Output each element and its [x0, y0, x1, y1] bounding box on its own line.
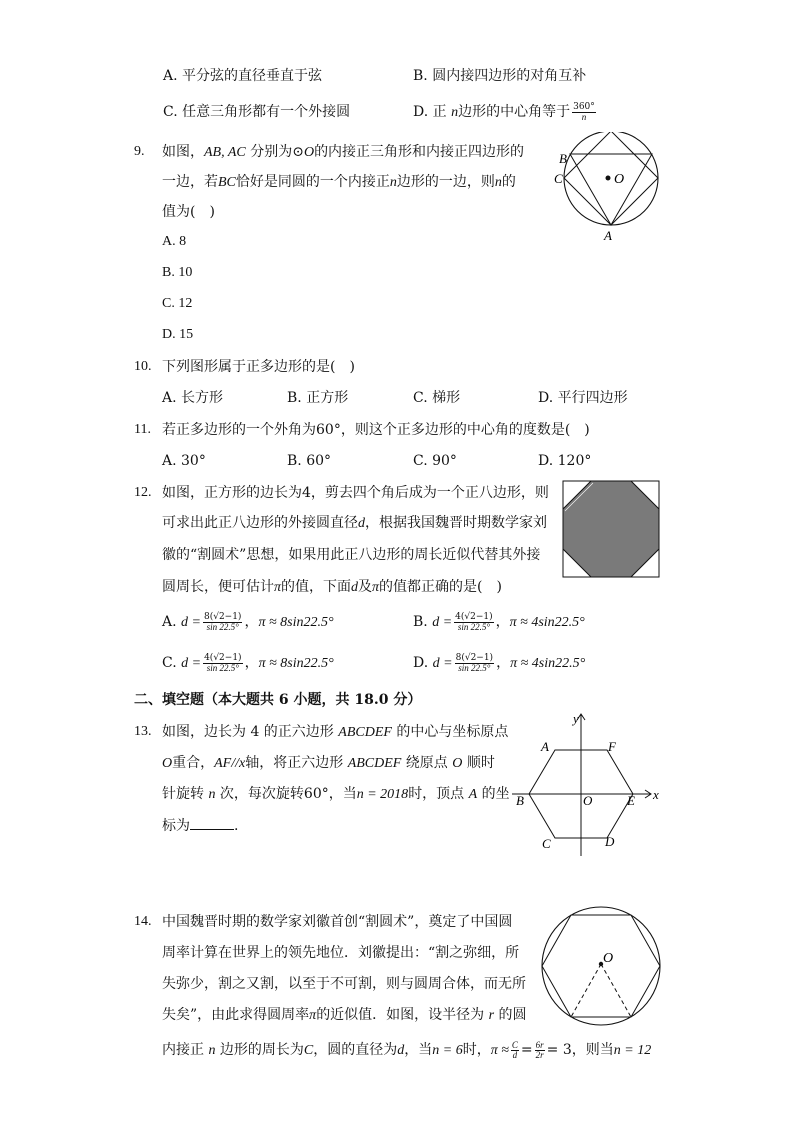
q14-line-4: 失矣”，由此求得圆周率π的近似值．如图，设半径为 r 的圆: [162, 1007, 527, 1023]
q9-figure: [550, 132, 670, 244]
q12-option-d: D. d = $\frac{8(√2-1)}{\sin 22.5^\circ}$ ，π ≈ 4sin22.5°: [413, 652, 586, 673]
q9-label-c: C: [554, 171, 563, 186]
section-title: 二、填空题（本大题共 6 小题，共 18.0 分）: [134, 692, 422, 708]
q10-option-b: B. 正方形: [287, 390, 349, 406]
q9-circle: [564, 132, 658, 225]
q11-number: 11.: [134, 422, 151, 437]
q14-radius-left: [571, 964, 601, 1017]
q12-line-1: 如图，正方形的边长为4，剪去四个角后成为一个正八边形，则: [162, 485, 549, 501]
q13-label-e: E: [627, 793, 635, 808]
q13-line-2: O重合，AF//x轴，将正六边形 ABCDEF 绕原点 O 顺时: [162, 755, 495, 771]
q9-option-c: C. 12: [162, 296, 193, 311]
q8-option-c: C. 任意三角形都有一个外接圆: [163, 104, 351, 120]
q10-stem: 下列图形属于正多边形的是( ): [162, 359, 355, 375]
q9-option-b: B. 10: [162, 265, 193, 280]
q14-line-5: 内接正 n 边形的周长为C，圆的直径为d，当n = 6时，π ≈ $\frac{C}{d}$ = $\frac{6r}{2r}$ = 3，则当n = 12: [162, 1039, 652, 1060]
q14-radius-right: [601, 964, 631, 1017]
q13-label-c: C: [542, 836, 551, 851]
q12-option-a: A. d = $\frac{8(√2-1)}{\sin 22.5^\circ}$ ，π ≈ 8sin22.5°: [162, 611, 334, 632]
q9-center-dot: [606, 176, 611, 181]
q13-line-3: 针旋转 n 次，每次旋转60°，当n = 2018时，顶点 A 的坐: [162, 786, 510, 802]
q11-option-c: C. 90°: [413, 453, 457, 469]
q14-line-2: 周率计算在世界上的领先地位．刘徽提出：“割之弥细，所: [162, 945, 520, 961]
q13-label-x: x: [653, 787, 659, 802]
q12-number: 12.: [134, 485, 152, 500]
q9-label-b: B: [559, 151, 567, 166]
q11-option-b: B. 60°: [287, 453, 332, 469]
q11-stem: 若正多边形的一个外角为60°，则这个正多边形的中心角的度数是( ): [162, 422, 590, 438]
q12-line-4: 圆周长，便可估计π的值，下面d及π的值都正确的是( ): [162, 579, 502, 595]
q14-line-1: 中国魏晋时期的数学家刘徽首创“割圆术”，奠定了中国圆: [162, 914, 513, 930]
q13-label-o: O: [583, 793, 593, 808]
q13-label-y: y: [573, 711, 579, 726]
q14-number: 14.: [134, 914, 152, 929]
q9-option-a: A. 8: [162, 234, 187, 249]
q10-option-a: A. 长方形: [162, 390, 224, 406]
q12-octagon: [563, 481, 659, 577]
q8-option-d: D. 正 n边形的中心角等于 $\frac{360^\circ}{n}$: [413, 101, 595, 122]
q12-option-b: B. d = $\frac{4(√2-1)}{\sin 22.5^\circ}$ ，π ≈ 4sin22.5°: [413, 611, 585, 632]
q12-line-3: 徽的“割圆术”思想，如果用此正八边形的周长近似代替其外接: [162, 547, 541, 563]
q13-line-4: 标为 .: [162, 815, 238, 836]
q9-number: 9.: [134, 144, 145, 159]
q12-line-2: 可求出此正八边形的外接圆直径d，根据我国魏晋时期数学家刘: [162, 515, 547, 531]
q13-answer-blank: [190, 815, 234, 830]
q9-triangle: [570, 154, 652, 225]
q14-label-o: O: [603, 951, 614, 966]
q9-option-d: D. 15: [162, 327, 194, 342]
q11-option-a: A. 30°: [162, 453, 206, 469]
q13-label-a: A: [541, 739, 549, 754]
q11-option-d: D. 120°: [538, 453, 592, 469]
q13-line-1: 如图，边长为 4 的正六边形 ABCDEF 的中心与坐标原点: [162, 724, 509, 740]
q10-number: 10.: [134, 359, 152, 374]
q13-label-d: D: [605, 834, 615, 849]
q8-option-a: A. 平分弦的直径垂直于弦: [163, 68, 323, 84]
q9-line-1: 如图，AB, AC 分别为⊙O的内接正三角形和内接正四边形的: [162, 144, 525, 160]
q13-figure: [508, 710, 666, 860]
q14-figure: [540, 905, 664, 1029]
q9-label-a: A: [604, 228, 612, 243]
q13-label-f: F: [608, 739, 616, 754]
q12-figure: [562, 480, 660, 578]
q10-option-d: D. 平行四边形: [538, 390, 628, 406]
q9-line-2: 一边，若BC恰好是同圆的一个内接正n边形的一边，则n的: [162, 174, 516, 190]
q12-option-c: C. d = $\frac{4(√2-1)}{\sin 22.5^\circ}$ ，π ≈ 8sin22.5°: [162, 652, 334, 673]
q13-label-b: B: [516, 793, 524, 808]
q10-option-c: C. 梯形: [413, 390, 461, 406]
q14-line-3: 失弥少，割之又割，以至于不可割，则与圆周合体，而无所: [162, 976, 526, 992]
q9-label-o: O: [614, 172, 625, 187]
q9-line-3: 值为( ): [162, 204, 215, 220]
q8-option-b: B. 圆内接四边形的对角互补: [413, 68, 587, 84]
q13-number: 13.: [134, 724, 152, 739]
